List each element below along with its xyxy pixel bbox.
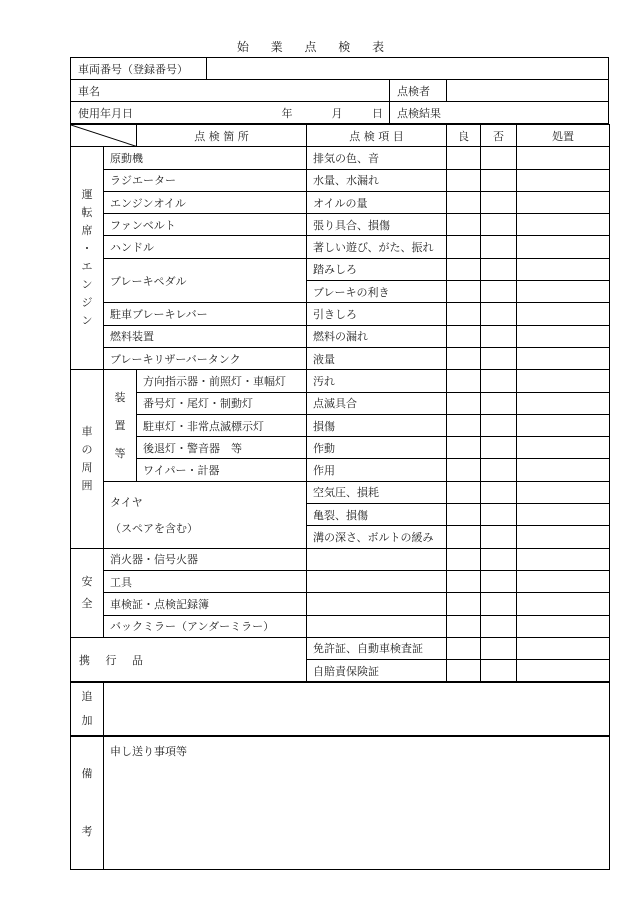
col-item: 点 検 項 目 — [307, 125, 447, 147]
action-field[interactable] — [517, 325, 610, 347]
good-checkbox[interactable] — [447, 392, 481, 414]
bad-checkbox[interactable] — [481, 414, 517, 436]
good-checkbox[interactable] — [447, 258, 481, 280]
good-checkbox[interactable] — [447, 169, 481, 191]
tire-label: タイヤ — [110, 495, 143, 509]
action-field[interactable] — [517, 570, 610, 592]
action-field[interactable] — [517, 147, 610, 169]
header-table — [70, 57, 609, 80]
action-field[interactable] — [517, 370, 610, 392]
section-surroundings-label: 車 の 周 囲 — [81, 424, 93, 492]
bad-checkbox[interactable] — [481, 325, 517, 347]
good-checkbox[interactable] — [447, 660, 481, 683]
section-remarks — [71, 736, 104, 870]
table-row — [71, 258, 610, 280]
good-checkbox[interactable] — [447, 147, 481, 169]
item-cell — [307, 548, 447, 570]
header-table-row3 — [70, 101, 609, 124]
location-cell: エンジンオイル — [104, 191, 307, 213]
item-cell: 燃料の漏れ — [307, 325, 447, 347]
section-equipment-label: 装 置 等 — [114, 390, 126, 460]
bad-checkbox[interactable] — [481, 481, 517, 503]
table-row — [71, 481, 610, 503]
bad-checkbox[interactable] — [481, 548, 517, 570]
bad-checkbox[interactable] — [481, 347, 517, 369]
bad-checkbox[interactable] — [481, 236, 517, 258]
location-cell: ワイパー・計器 — [137, 459, 307, 481]
col-location: 点 検 箇 所 — [137, 125, 307, 147]
action-field[interactable] — [517, 526, 610, 548]
good-checkbox[interactable] — [447, 570, 481, 592]
table-row — [71, 548, 610, 570]
item-cell: 空気圧、損耗 — [307, 481, 447, 503]
item-cell: ブレーキの利き — [307, 281, 447, 303]
location-cell: ファンベルト — [104, 214, 307, 236]
good-checkbox[interactable] — [447, 325, 481, 347]
good-checkbox[interactable] — [447, 236, 481, 258]
bad-checkbox[interactable] — [481, 281, 517, 303]
item-cell — [307, 570, 447, 592]
location-cell: 駐車ブレーキレバー — [104, 303, 307, 325]
tire-location-cell — [104, 481, 307, 548]
item-cell: 自賠責保険証 — [307, 660, 447, 683]
bad-checkbox[interactable] — [481, 504, 517, 526]
action-field[interactable] — [517, 437, 610, 459]
table-row — [71, 392, 610, 414]
item-cell — [307, 615, 447, 637]
good-checkbox[interactable] — [447, 347, 481, 369]
good-checkbox[interactable] — [447, 281, 481, 303]
action-field[interactable] — [517, 191, 610, 213]
item-cell: 亀裂、損傷 — [307, 504, 447, 526]
table-row — [71, 414, 610, 436]
good-checkbox[interactable] — [447, 615, 481, 637]
good-checkbox[interactable] — [447, 437, 481, 459]
section-safety-label: 安 全 — [81, 574, 93, 610]
table-row — [71, 370, 610, 392]
location-cell: バックミラー（アンダーミラー） — [104, 615, 307, 637]
column-header-row — [71, 125, 610, 147]
bad-checkbox[interactable] — [481, 258, 517, 280]
item-cell: 作用 — [307, 459, 447, 481]
header-table-row2 — [70, 79, 609, 102]
good-checkbox[interactable] — [447, 414, 481, 436]
action-field[interactable] — [517, 459, 610, 481]
year-text: 年 — [281, 106, 293, 120]
bad-checkbox[interactable] — [481, 593, 517, 615]
additional-row — [71, 682, 610, 736]
day-text: 日 — [372, 106, 383, 120]
item-cell: 汚れ — [307, 370, 447, 392]
location-cell: 工具 — [104, 570, 307, 592]
bad-checkbox[interactable] — [481, 303, 517, 325]
action-field[interactable] — [517, 258, 610, 280]
section-additional-label: 追 加 — [81, 690, 93, 728]
bad-checkbox[interactable] — [481, 191, 517, 213]
action-field[interactable] — [517, 414, 610, 436]
bad-checkbox[interactable] — [481, 392, 517, 414]
good-checkbox[interactable] — [447, 214, 481, 236]
table-row — [71, 169, 610, 191]
table-row — [71, 459, 610, 481]
form-title: 始 業 点 検 表 — [236, 40, 394, 54]
item-cell: 踏みしろ — [307, 258, 447, 280]
col-good: 良 — [447, 125, 481, 147]
result-label: 点検結果 — [390, 102, 609, 124]
bad-checkbox[interactable] — [481, 169, 517, 191]
bad-checkbox[interactable] — [481, 370, 517, 392]
action-field[interactable] — [517, 281, 610, 303]
vehicle-name-label: 車名 — [71, 80, 390, 102]
good-checkbox[interactable] — [447, 637, 481, 659]
table-row — [71, 236, 610, 258]
action-field[interactable] — [517, 392, 610, 414]
action-field[interactable] — [517, 214, 610, 236]
action-field[interactable] — [517, 615, 610, 637]
table-row — [71, 593, 610, 615]
col-action: 処置 — [517, 125, 610, 147]
location-cell: 番号灯・尾灯・制動灯 — [137, 392, 307, 414]
location-cell: 消火器・信号火器 — [104, 548, 307, 570]
section-equipment — [104, 370, 137, 481]
location-cell: ブレーキペダル — [104, 258, 307, 303]
table-row — [71, 303, 610, 325]
good-checkbox[interactable] — [447, 548, 481, 570]
table-row — [71, 191, 610, 213]
item-cell: 損傷 — [307, 414, 447, 436]
good-checkbox[interactable] — [447, 370, 481, 392]
table-row — [71, 570, 610, 592]
bad-checkbox[interactable] — [481, 214, 517, 236]
good-checkbox[interactable] — [447, 481, 481, 503]
action-field[interactable] — [517, 637, 610, 659]
section-additional — [71, 682, 104, 736]
bad-checkbox[interactable] — [481, 459, 517, 481]
section-driver-engine — [71, 147, 104, 370]
action-field[interactable] — [517, 347, 610, 369]
day-label — [347, 102, 390, 124]
section-carry — [71, 637, 307, 682]
section-driver-label: 運 転 席 ・ エ ン ジ ン — [81, 188, 93, 328]
vehicle-number-label: 車両番号（登録番号） — [71, 58, 207, 80]
item-cell: 免許証、自動車検査証 — [307, 637, 447, 659]
inspection-table — [70, 124, 610, 870]
table-row — [71, 214, 610, 236]
good-checkbox[interactable] — [447, 526, 481, 548]
remarks-field[interactable] — [104, 736, 610, 870]
table-row — [71, 325, 610, 347]
table-row — [71, 347, 610, 369]
item-cell: 引きしろ — [307, 303, 447, 325]
item-cell: 点滅具合 — [307, 392, 447, 414]
inspector-label: 点検者 — [390, 80, 447, 102]
bad-checkbox[interactable] — [481, 615, 517, 637]
good-checkbox[interactable] — [447, 593, 481, 615]
year-label — [207, 102, 297, 124]
location-cell: 後退灯・警音器 等 — [137, 437, 307, 459]
item-cell: 排気の色、音 — [307, 147, 447, 169]
bad-checkbox[interactable] — [481, 437, 517, 459]
item-cell: 液量 — [307, 347, 447, 369]
additional-field[interactable] — [104, 682, 610, 736]
table-row — [71, 437, 610, 459]
action-field[interactable] — [517, 169, 610, 191]
action-field[interactable] — [517, 504, 610, 526]
remarks-text: 申し送り事項等 — [110, 745, 187, 759]
item-cell: 作動 — [307, 437, 447, 459]
action-field[interactable] — [517, 236, 610, 258]
location-cell: 車検証・点検記録簿 — [104, 593, 307, 615]
table-row — [71, 147, 610, 169]
item-cell: 溝の深さ、ボルトの緩み — [307, 526, 447, 548]
item-cell: 張り具合、損傷 — [307, 214, 447, 236]
section-surroundings — [71, 370, 104, 548]
action-field[interactable] — [517, 481, 610, 503]
bad-checkbox[interactable] — [481, 637, 517, 659]
vehicle-number-field[interactable] — [207, 58, 609, 80]
section-carry-label: 携 行 品 — [79, 653, 149, 667]
table-row — [71, 615, 610, 637]
good-checkbox[interactable] — [447, 303, 481, 325]
month-text: 月 — [331, 106, 343, 120]
location-cell: 原動機 — [104, 147, 307, 169]
location-cell: 方向指示器・前照灯・車幅灯 — [137, 370, 307, 392]
date-label: 使用年月日 — [71, 102, 207, 124]
location-cell: ハンドル — [104, 236, 307, 258]
month-label — [297, 102, 347, 124]
table-row — [71, 637, 610, 659]
item-cell: 著しい遊び、がた、振れ — [307, 236, 447, 258]
good-checkbox[interactable] — [447, 459, 481, 481]
diagonal-cell — [71, 125, 137, 147]
col-bad: 否 — [481, 125, 517, 147]
good-checkbox[interactable] — [447, 504, 481, 526]
inspector-field[interactable] — [447, 80, 609, 102]
bad-checkbox[interactable] — [481, 570, 517, 592]
action-field[interactable] — [517, 593, 610, 615]
action-field[interactable] — [517, 303, 610, 325]
location-cell: ラジエーター — [104, 169, 307, 191]
location-cell: 駐車灯・非常点滅標示灯 — [137, 414, 307, 436]
item-cell: オイルの量 — [307, 191, 447, 213]
diagonal-line-icon — [71, 125, 136, 146]
section-safety — [71, 548, 104, 637]
location-cell: 燃料装置 — [104, 325, 307, 347]
remarks-row — [71, 736, 610, 870]
bad-checkbox[interactable] — [481, 147, 517, 169]
location-cell: ブレーキリザーバータンク — [104, 347, 307, 369]
item-cell: 水量、水漏れ — [307, 169, 447, 191]
bad-checkbox[interactable] — [481, 660, 517, 683]
bad-checkbox[interactable] — [481, 526, 517, 548]
item-cell — [307, 593, 447, 615]
good-checkbox[interactable] — [447, 191, 481, 213]
action-field[interactable] — [517, 548, 610, 570]
tire-sub-label: （スペアを含む） — [110, 521, 198, 535]
section-remarks-label: 備 考 — [81, 767, 93, 839]
action-field[interactable] — [517, 660, 610, 683]
